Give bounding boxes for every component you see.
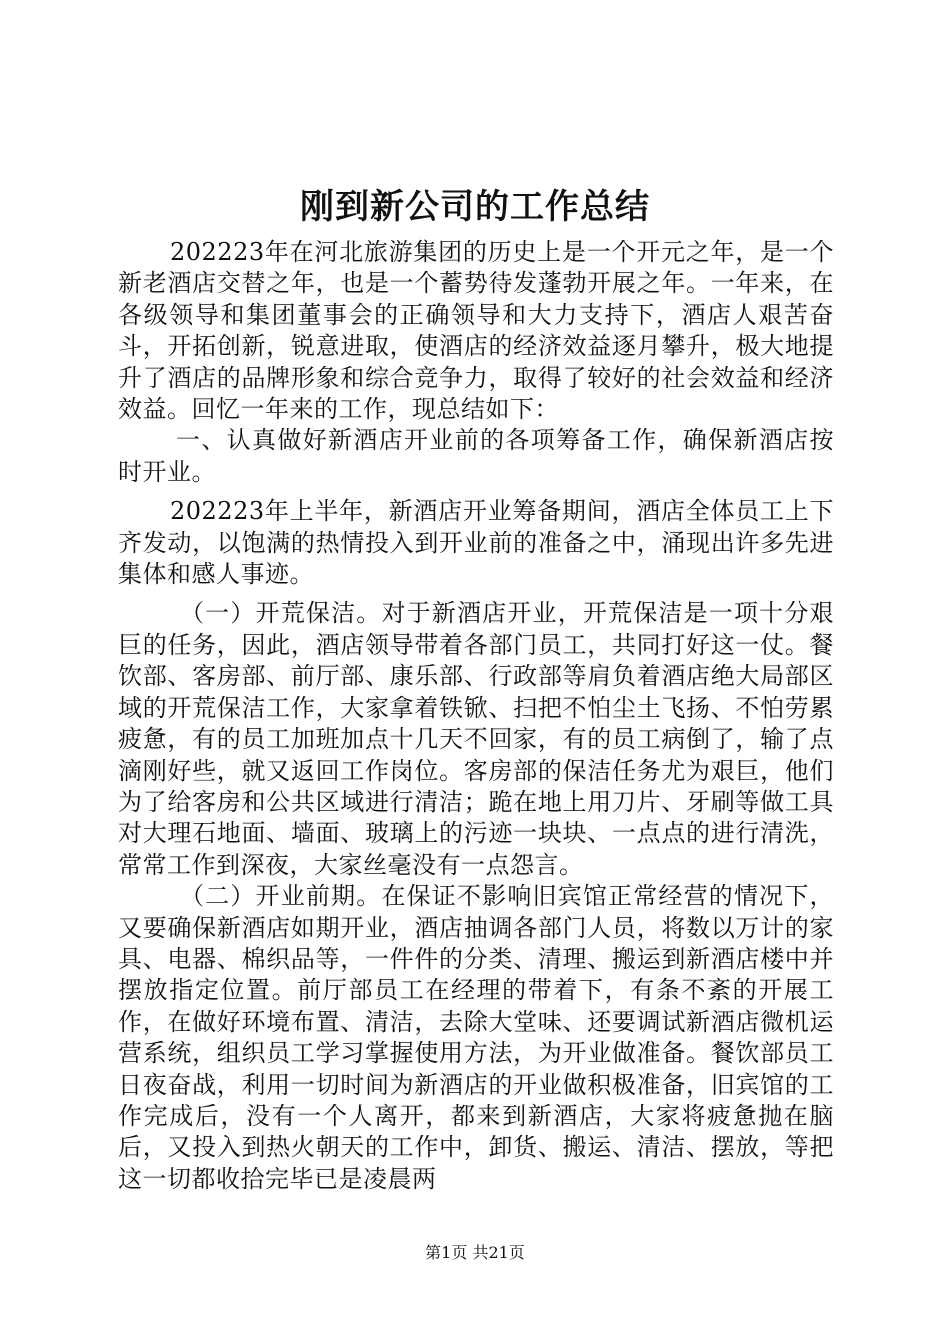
page-number-footer: 第1页 共21页 — [425, 1243, 525, 1262]
document-title: 刚到新公司的工作总结 — [300, 187, 650, 227]
paragraph-first-half-year: 202223年上半年，新酒店开业筹备期间，酒店全体员工上下齐发动，以饱满的热情投入到开业前的准备之中，涌现出许多先进集体和感人事迹。 — [118, 497, 834, 589]
paragraph-section-one-heading: 一、认真做好新酒店开业前的各项筹备工作，确保新酒店按时开业。 — [118, 426, 834, 486]
paragraph-intro: 202223年在河北旅游集团的历史上是一个开元之年，是一个新老酒店交替之年，也是一个蓄势待发蓬勃开展之年。一年来，在各级领导和集团董事会的正确领导和大力支持下，酒店人艰苦奋斗，开拓创新，锐意进取，使酒店的经济效益逐月攀升，极大地提升了酒店的品牌形象和综合竞争力，取得了较好的社会效益和经济效益。回忆一年来的工作，现总结如下： — [118, 238, 834, 424]
paragraph-cleaning: （一）开荒保洁。对于新酒店开业，开荒保洁是一项十分艰巨的任务，因此，酒店领导带着各部门员工，共同打好这一仗。餐饮部、客房部、前厅部、康乐部、行政部等肩负着酒店绝大局部区域的开荒保洁工作，大家拿着铁锨、扫把不怕尘土飞扬、不怕劳累疲惫，有的员工加班加点十几天不回家，有的员工病倒了，输了点滴刚好些，就又返回工作岗位。客房部的保洁任务尤为艰巨，他们为了给客房和公共区域进行清洁；跪在地上用刀片、牙刷等做工具对大理石地面、墙面、玻璃上的污迹一块块、一点点的进行清洗，常常工作到深夜，大家丝毫没有一点怨言。 — [118, 599, 834, 879]
document-body — [118, 237, 834, 1195]
paragraph-pre-opening: （二）开业前期。在保证不影响旧宾馆正常经营的情况下，又要确保新酒店如期开业，酒店抽调各部门人员，将数以万计的家具、电器、棉织品等，一件件的分类、清理、搬运到新酒店楼中并摆放指定位置。前厅部员工在经理的带着下，有条不紊的开展工作，在做好环境布置、清洁，去除大堂味、还要调试新酒店微机运营系统，组织员工学习掌握使用方法，为开业做准备。餐饮部员工日夜奋战，利用一切时间为新酒店的开业做积极准备，旧宾馆的工作完成后，没有一个人离开，都来到新酒店，大家将疲惫抛在脑后，又投入到热火朝天的工作中，卸货、搬运、清洁、摆放，等把这一切都收拾完毕已是凌晨两 — [118, 882, 834, 1193]
